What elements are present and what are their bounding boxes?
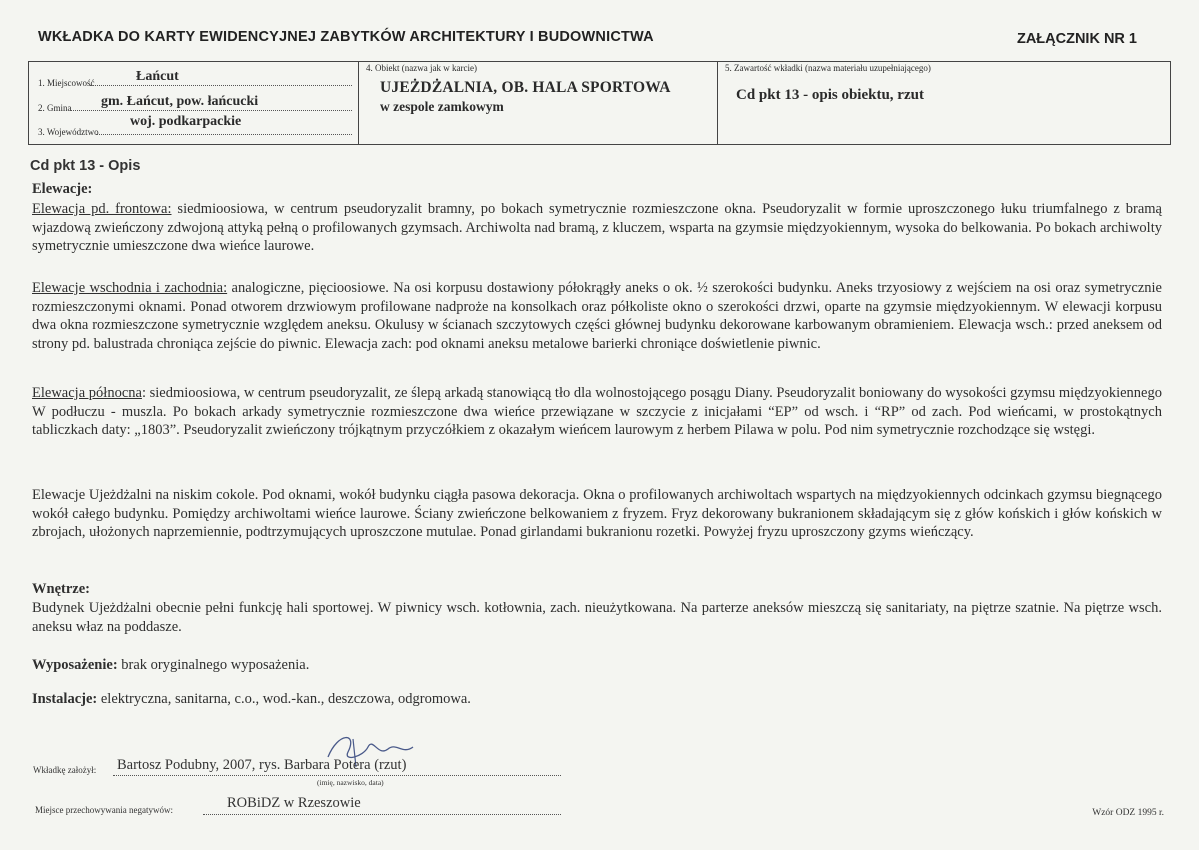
object-name: UJEŻDŻALNIA, OB. HALA SPORTOWA [380, 79, 671, 96]
gmina-value: gm. Łańcut, pow. łańcucki [101, 94, 259, 109]
paragraph-front-elevation: Elewacja pd. frontowa: siedmioosiowa, w centrum pseudoryzalit bramny, po bokach symetrycznie rozmieszczone okna. Pseudoryzalit w formie uproszczonego łuku triumfalnego z bramą wjazdową zwieńczony zdwojoną attyką pełną o profilowanych gzymsach. Archiwolta nad bramą, z kluczem, wsparta na gzymsie międzyokiennym, wysoka do belkowania. Po bokach archiwolty symetrycznie umieszczone dwa wieńce laurowe. [32, 201, 1162, 254]
contents-label: 5. Zawartość wkładki (nazwa materiału uzupełniającego) [725, 63, 931, 73]
miejscowosc-row [38, 68, 352, 88]
installations-label: Instalacje: [32, 691, 98, 707]
object-subtitle: w zespole zamkowym [380, 99, 504, 114]
gmina-row [38, 93, 352, 113]
paragraph-north-elevation: Elewacja północna: siedmioosiowa, w centrum pseudoryzalit, ze ślepą arkadą stanowiącą tło dla wolnostojącego posągu Diany. Pseudoryzalit boniowany do wysokości gzymsu międzyokiennego W podłuczu - muszla. Po bokach arkady symetrycznie rozmieszczone dwa wieńce przewiązane w szczycie z inicjałami “EP” od wsch. i “RP” od zach. Pod wieńcami, w prostokątnych tabliczkach daty: „1803”. Pseudoryzalit zwieńczony trójkątnym przyczółkiem z okazałym wieńcem laurowym z herbem Pilawa w polu. Pod nim symetrycznie rozchodzące się wstęgi. [32, 385, 1162, 438]
location-section [29, 62, 359, 144]
equipment-label: Wyposażenie: [32, 657, 118, 673]
gmina-label: 2. Gmina [38, 103, 72, 113]
paragraph-general-elevation: Elewacje Ujeżdżalni na niskim cokole. Pod oknami, wokół budynku ciągła pasowa dekoracja. Okna o profilowanych archiwoltach wspartych na międzyokiennych odcinkach gzymsu biegnącego wokół całego budynku. Pomiędzy archiwoltami wieńce laurowe. Ściany zwieńczone belkowaniem z fryzem. Fryz dekorowany bukranionem składającym się z głów końskich i głów końskich w zbrojach, ułożonych naprzemiennie, podtrzymujących uproszczone mutulae. Ponad girlandami bukranionu rozetki. Powyżej fryzu uproszczony gzyms wieńczący. [32, 487, 1162, 540]
form-title: WKŁADKA DO KARTY EWIDENCYJNEJ ZABYTKÓW ARCHITEKTURY I BUDOWNICTWA [38, 29, 654, 45]
header-info-box [28, 61, 1171, 145]
north-elevation-label: Elewacja północna [32, 385, 142, 401]
section-title: Cd pkt 13 - Opis [30, 158, 141, 174]
author-value: Bartosz Podubny, 2007, rys. Barbara Potera (rzut) [117, 757, 407, 773]
paragraph-equipment: Wyposażenie: brak oryginalnego wyposażenia. [32, 657, 310, 673]
author-hint: (imię, nazwisko, data) [317, 778, 384, 787]
storage-value: ROBiDZ w Rzeszowie [227, 795, 361, 811]
miejscowosc-label: 1. Miejscowość [38, 78, 95, 88]
annex-label: ZAŁĄCZNIK NR 1 [1016, 31, 1137, 47]
object-label: 4. Obiekt (nazwa jak w karcie) [366, 63, 477, 73]
miejscowosc-value: Łańcut [136, 69, 179, 84]
contents-section [718, 62, 1172, 144]
storage-label: Miejsce przechowywania negatywów: [35, 805, 173, 815]
contents-value: Cd pkt 13 - opis obiektu, rzut [736, 87, 924, 103]
form-version: Wzór ODZ 1995 r. [1092, 808, 1164, 818]
elewacje-heading: Elewacje: [32, 181, 93, 197]
east-west-elevation-label: Elewacje wschodnia i zachodnia: [32, 280, 228, 296]
wojewodztwo-row [38, 114, 352, 137]
object-section [359, 62, 718, 144]
wojewodztwo-label: 3. Województwo [38, 127, 99, 137]
paragraph-installations: Instalacje: elektryczna, sanitarna, c.o., wod.-kan., deszczowa, odgromowa. [32, 691, 471, 707]
paragraph-east-west-elevation: Elewacje wschodnia i zachodnia: analogiczne, pięcioosiowe. Na osi korpusu dostawiony półokrągły aneks o ok. ½ szerokości budynku. Aneks trzyosiowy z wejściem na osi oraz symetrycznie rozmieszczonymi oknami. Ponad otworem drzwiowym profilowane nadproże na konsolkach oraz półkoliste okno o szerokości drzwi, oparte na gzymsie międzyokiennym. W elewacji korpusu dwa okna rozmieszczone symetrycznie względem aneksu. Okulusy w ścianach szczytowych części głównej budynku dekorowane karbowanym obramieniem. Elewacja wsch.: przed aneksem od strony pd. balustrada chroniąca zejście do piwnic. Elewacja zach: pod oknami aneksu metalowe barierki chroniące doświetlenie piwnic. [32, 280, 1162, 352]
author-label: Wkładkę założył: [33, 765, 97, 775]
paragraph-interior: Budynek Ujeżdżalni obecnie pełni funkcję hali sportowej. W piwnicy wsch. kotłownia, zach. nieużytkowana. Na parterze aneksów mieszczą się sanitariaty, na piętrze szatnie. Na piętrze wsch. aneksu właz na poddasze. [32, 600, 1162, 635]
wnetrze-heading: Wnętrze: [32, 581, 90, 597]
front-elevation-label: Elewacja pd. frontowa: [32, 201, 172, 217]
wojewodztwo-value: woj. podkarpackie [130, 114, 242, 129]
